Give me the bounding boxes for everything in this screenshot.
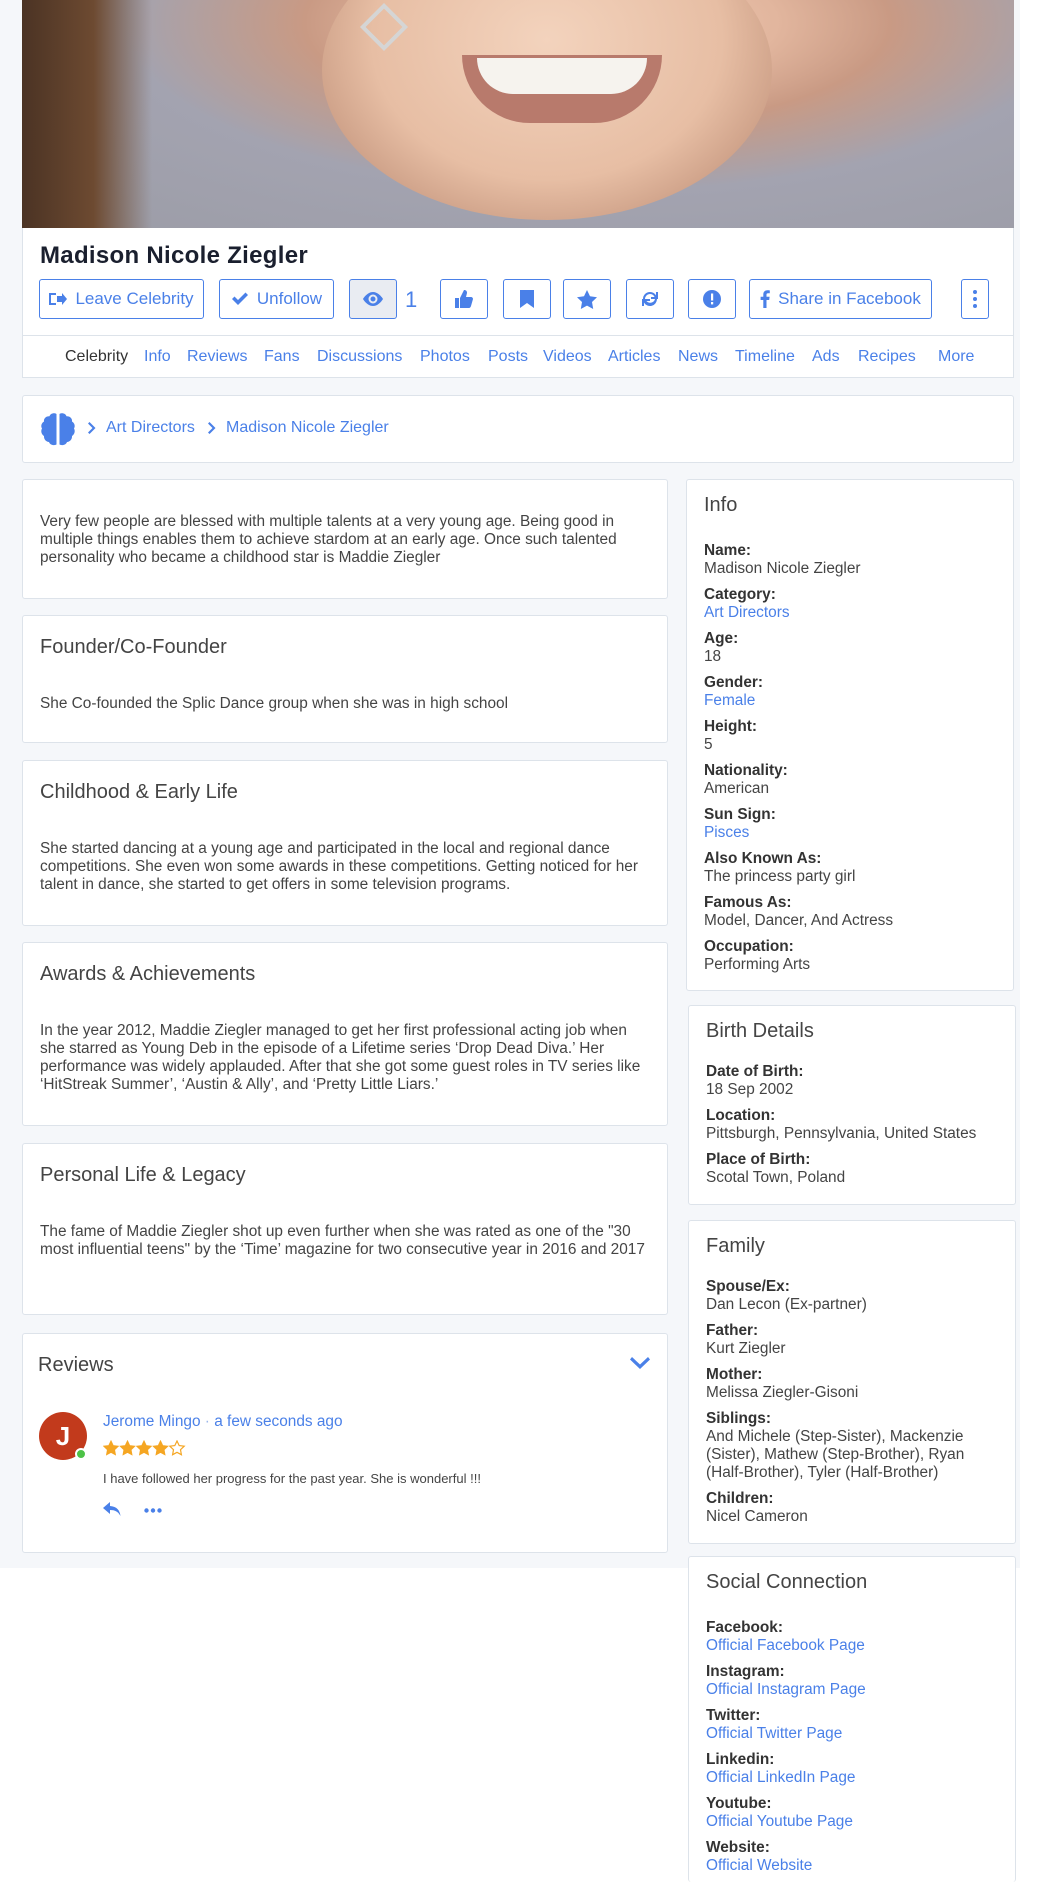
breadcrumb-category-label: Art Directors	[106, 419, 195, 436]
birth-title: Birth Details	[706, 1020, 814, 1042]
facebook-link[interactable]: Official Facebook Page	[706, 1637, 865, 1654]
section-title: Awards & Achievements	[40, 963, 256, 985]
field-label: Location:	[706, 1107, 776, 1124]
info-sun-sign	[704, 806, 1004, 842]
field-value: Performing Arts	[704, 956, 811, 973]
star-filled-icon	[104, 1441, 118, 1455]
field-label: Occupation:	[704, 938, 794, 955]
birth-place	[706, 1151, 1006, 1187]
vertical-ellipsis-icon	[973, 290, 977, 308]
section-title: Personal Life & Legacy	[40, 1164, 246, 1186]
twitter-link[interactable]: Official Twitter Page	[706, 1725, 843, 1742]
tab-articles[interactable]: Articles	[608, 348, 661, 365]
field-value: The princess party girl	[704, 868, 856, 885]
info-aka	[704, 850, 1004, 886]
tab-news[interactable]: News	[678, 348, 719, 365]
bookmark-icon	[520, 290, 534, 308]
field-label: Website:	[706, 1839, 770, 1856]
section-body: In the year 2012, Maddie Ziegler managed to get her first professional acting job when she starred as Young Deb in the episode of a Lifetime series ‘Drop Dead Diva.’ Her performance was widely applauded. After that she got some guest roles in TV series like ‘HitStreak Summer’, ‘Austin & Ally’, and ‘Pretty Little Liars.’	[40, 1022, 641, 1093]
family-mother	[706, 1366, 1006, 1402]
field-label: Gender:	[704, 674, 764, 691]
thumbs-up-icon	[455, 290, 473, 308]
field-label: Sun Sign:	[704, 806, 776, 823]
info-name	[704, 542, 1004, 578]
social-website	[706, 1839, 1006, 1875]
chevron-down-icon[interactable]	[630, 1356, 650, 1370]
tab-posts[interactable]: Posts	[488, 348, 529, 365]
tab-more[interactable]: More	[938, 348, 975, 365]
check-icon	[231, 292, 249, 306]
field-label: Siblings:	[706, 1410, 771, 1427]
tab-fans[interactable]: Fans	[264, 348, 300, 365]
social-instagram	[706, 1663, 1006, 1699]
website-link[interactable]: Official Website	[706, 1857, 813, 1874]
family-siblings	[706, 1410, 1006, 1482]
family-title: Family	[706, 1235, 765, 1257]
info-card	[686, 479, 1014, 991]
facebook-icon	[760, 290, 770, 308]
review-author[interactable]: Jerome Mingo	[103, 1413, 201, 1430]
share-facebook-button[interactable]	[749, 279, 932, 319]
field-label: Height:	[704, 718, 758, 735]
section-title: Childhood & Early Life	[40, 781, 238, 803]
field-label: Name:	[704, 542, 752, 559]
breadcrumb	[22, 395, 1014, 463]
field-value: 18 Sep 2002	[706, 1081, 794, 1098]
profile-header	[22, 228, 1014, 378]
field-label: Place of Birth:	[706, 1151, 811, 1168]
review-meta: Jerome Mingo · a few seconds ago	[103, 1413, 343, 1430]
tab-videos[interactable]: Videos	[543, 348, 592, 365]
field-value: And Michele (Step-Sister), Mackenzie (Sister), Mathew (Step-Brother), Ryan (Half-Brother), Tyler (Half-Brother)	[706, 1428, 965, 1481]
field-label: Category:	[704, 586, 776, 603]
online-status-dot	[75, 1448, 87, 1460]
linkedin-link[interactable]: Official LinkedIn Page	[706, 1769, 856, 1786]
info-title: Info	[704, 494, 738, 516]
tab-photos[interactable]: Photos	[420, 348, 470, 365]
intro-text: Very few people are blessed with multiple talents at a very young age. Being good in multiple things enables them to achieve stardom at an early age. Once such talented personality who became a childhood star is Maddie Ziegler	[40, 513, 617, 566]
birth-details-card	[688, 1005, 1016, 1205]
field-value: Madison Nicole Ziegler	[704, 560, 861, 577]
field-value: Dan Lecon (Ex-partner)	[706, 1296, 867, 1313]
social-twitter	[706, 1707, 1006, 1743]
field-value: 5	[704, 736, 713, 753]
field-label: Date of Birth:	[706, 1063, 804, 1080]
star-icon	[577, 290, 597, 309]
field-label: Also Known As:	[704, 850, 822, 867]
section-body: She started dancing at a young age and participated in the local and regional dance competitions. She even won some awards in these competitions. Getting noticed for her talent in dance, she started to get offers in some television programs.	[40, 840, 638, 893]
sign-out-icon	[49, 291, 67, 307]
tab-info[interactable]: Info	[144, 348, 171, 365]
report-button[interactable]	[688, 279, 736, 319]
info-occupation	[704, 938, 1004, 974]
tab-recipes[interactable]: Recipes	[858, 348, 916, 365]
cover-photo	[22, 0, 1014, 228]
star-filled-icon	[137, 1441, 151, 1455]
field-value: Kurt Ziegler	[706, 1340, 786, 1357]
more-options-icon[interactable]	[144, 1508, 162, 1513]
field-value: Pittsburgh, Pennsylvania, United States	[706, 1125, 977, 1142]
eye-icon	[362, 292, 384, 306]
unfollow-label: Unfollow	[256, 289, 323, 308]
breadcrumb-item-category[interactable]	[88, 419, 195, 437]
tab-timeline[interactable]: Timeline	[735, 348, 795, 365]
rating-stars	[103, 1440, 187, 1458]
social-linkedin	[706, 1751, 1006, 1787]
field-label: Father:	[706, 1322, 759, 1339]
social-youtube	[706, 1795, 1006, 1831]
unfollow-button[interactable]	[219, 279, 334, 319]
info-famous-as	[704, 894, 1004, 930]
field-label: Facebook:	[706, 1619, 783, 1636]
family-father	[706, 1322, 1006, 1358]
field-value: American	[704, 780, 770, 797]
brain-icon	[40, 412, 76, 446]
family-children	[706, 1490, 1006, 1526]
info-category	[704, 586, 1004, 622]
views-count: 1	[405, 287, 418, 312]
leave-celebrity-button[interactable]	[39, 279, 204, 319]
star-empty-icon	[170, 1441, 184, 1455]
reply-icon[interactable]	[103, 1502, 121, 1516]
section-card	[22, 1143, 668, 1315]
info-nationality	[704, 762, 1004, 798]
profile-tabs	[23, 348, 1013, 372]
birth-location	[706, 1107, 1006, 1143]
review-time: a few seconds ago	[214, 1413, 343, 1430]
info-height	[704, 718, 1004, 754]
refresh-icon	[641, 290, 659, 308]
social-connection-card	[688, 1556, 1016, 1882]
gender-link[interactable]: Female	[704, 692, 756, 709]
leave-label: Leave Celebrity	[75, 289, 194, 308]
header-divider	[23, 335, 1013, 336]
youtube-link[interactable]: Official Youtube Page	[706, 1813, 853, 1830]
more-actions-button[interactable]	[961, 279, 989, 319]
field-value: 18	[704, 648, 722, 665]
field-label: Instagram:	[706, 1663, 785, 1680]
refresh-button[interactable]	[626, 279, 674, 319]
tab-celebrity[interactable]: Celebrity	[65, 348, 129, 365]
bookmark-button[interactable]	[503, 279, 551, 319]
like-button[interactable]	[440, 279, 488, 319]
field-label: Nationality:	[704, 762, 788, 779]
field-label: Youtube:	[706, 1795, 772, 1812]
field-value: Nicel Cameron	[706, 1508, 808, 1525]
field-label: Mother:	[706, 1366, 763, 1383]
field-label: Twitter:	[706, 1707, 761, 1724]
field-value: Scotal Town, Poland	[706, 1169, 846, 1186]
intro-card	[22, 479, 668, 599]
social-title: Social Connection	[706, 1571, 868, 1593]
field-label: Age:	[704, 630, 739, 647]
reviews-title: Reviews	[38, 1354, 114, 1376]
field-label: Famous As:	[704, 894, 792, 911]
instagram-link[interactable]: Official Instagram Page	[706, 1681, 866, 1698]
birth-date	[706, 1063, 1006, 1099]
exclamation-circle-icon	[703, 290, 721, 308]
favorite-button[interactable]	[563, 279, 611, 319]
breadcrumb-current-label: Madison Nicole Ziegler	[226, 419, 389, 436]
section-title: Founder/Co-Founder	[40, 636, 227, 658]
avatar[interactable]: J	[39, 1412, 87, 1460]
review-text: I have followed her progress for the past year. She is wonderful !!!	[103, 1471, 481, 1486]
family-card	[688, 1220, 1016, 1544]
tab-discussions[interactable]: Discussions	[317, 348, 403, 365]
reviews-card	[22, 1333, 668, 1553]
sun-sign-link[interactable]: Pisces	[704, 824, 750, 841]
views-button[interactable]	[349, 279, 397, 319]
info-gender	[704, 674, 1004, 710]
field-value: Model, Dancer, And Actress	[704, 912, 894, 929]
section-card	[22, 942, 668, 1126]
section-body: She Co-founded the Splic Dance group when she was in high school	[40, 695, 509, 712]
share-label: Share in Facebook	[778, 289, 921, 308]
family-spouse	[706, 1278, 1006, 1314]
star-filled-icon	[153, 1441, 167, 1455]
tab-ads[interactable]: Ads	[812, 348, 840, 365]
star-filled-icon	[120, 1441, 134, 1455]
section-card	[22, 760, 668, 926]
profile-name: Madison Nicole Ziegler	[40, 242, 308, 269]
section-body: The fame of Maddie Ziegler shot up even further when she was rated as one of the "30 most influential teens" by the ‘Time’ magazine for two consecutive year in 2016 and 2017	[40, 1223, 645, 1258]
chevron-right-icon	[88, 422, 96, 434]
section-card	[22, 615, 668, 743]
field-label: Spouse/Ex:	[706, 1278, 790, 1295]
chevron-right-icon	[208, 422, 216, 434]
category-link[interactable]: Art Directors	[704, 604, 790, 621]
field-value: Melissa Ziegler-Gisoni	[706, 1384, 859, 1401]
breadcrumb-item-current[interactable]	[208, 419, 389, 437]
tab-reviews[interactable]: Reviews	[187, 348, 248, 365]
info-age	[704, 630, 1004, 666]
field-label: Children:	[706, 1490, 774, 1507]
social-facebook	[706, 1619, 1006, 1655]
field-label: Linkedin:	[706, 1751, 775, 1768]
